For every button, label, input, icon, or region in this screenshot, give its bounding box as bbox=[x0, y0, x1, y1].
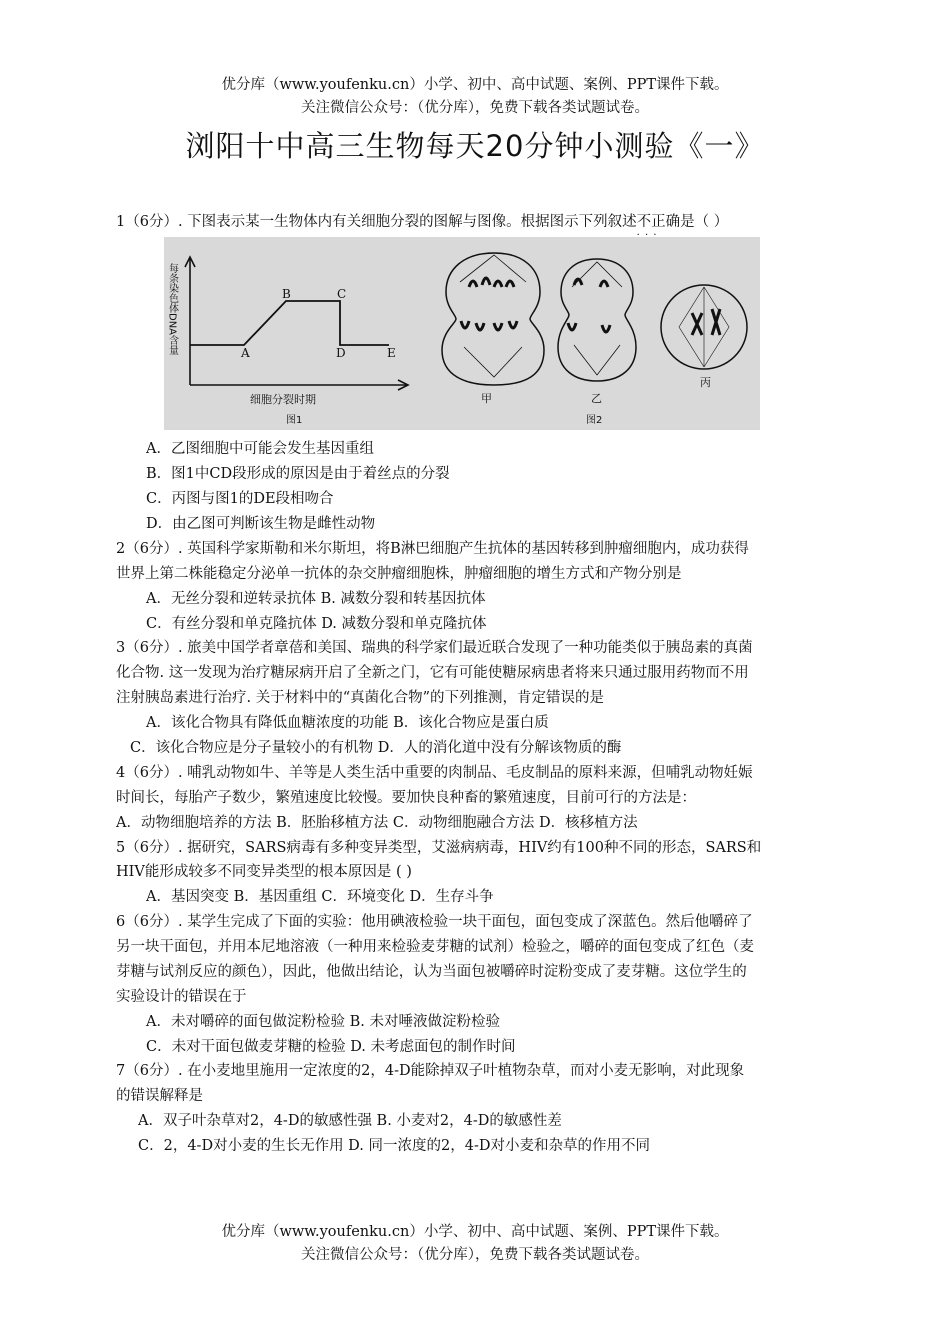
q1-option-b: B．图1中CD段形成的原因是由于着丝点的分裂 bbox=[146, 466, 450, 482]
q1-stem-emphasis: 不正确 · · · bbox=[637, 214, 681, 230]
q6-stem-line4: 实验设计的错误在于 bbox=[116, 989, 247, 1005]
q1-option-d: D．由乙图可判断该生物是雌性动物 bbox=[146, 516, 376, 532]
q7-stem-line2: 的错误解释是 bbox=[116, 1088, 203, 1104]
q5-stem-line2: HIV能形成较多不同变异类型的根本原因是 ( ) bbox=[116, 864, 412, 880]
q7-options-ab: A．双子叶杂草对2，4-D的敏感性强 B. 小麦对2，4-D的敏感性差 bbox=[138, 1113, 562, 1129]
q6-options-cd: C．未对干面包做麦芽糖的检验 D. 未考虑面包的制作时间 bbox=[146, 1039, 516, 1055]
fig1-caption: 图1 bbox=[286, 415, 303, 426]
q4-stem-line1: 4（6分）. 哺乳动物如牛、羊等是人类生活中重要的肉制品、毛皮制品的原料来源，但哺乳动物妊娠 bbox=[116, 765, 753, 781]
point-e-label: E bbox=[387, 346, 396, 360]
site-header-line1: 优分库（www.youfenku.cn）小学、初中、高中试题、案例、PPT课件下载。 bbox=[221, 77, 729, 93]
site-footer-line1: 优分库（www.youfenku.cn）小学、初中、高中试题、案例、PPT课件下载。 bbox=[221, 1224, 729, 1240]
site-header-line2: 关注微信公众号：（优分库），免费下载各类试题试卷。 bbox=[301, 100, 649, 116]
q1-stem bbox=[116, 212, 728, 232]
page-title: 浏阳十中高三生物每天20分钟小测验《一》 bbox=[185, 129, 765, 163]
q3-stem-line2: 化合物. 这一发现为治疗糖尿病开启了全新之门，它有可能使糖尿病患者将来只通过服用药物而不用 bbox=[116, 665, 749, 681]
cell-jia-label: 甲 bbox=[481, 392, 492, 405]
q4-options: A．动物细胞培养的方法 B．胚胎移植方法 C．动物细胞融合方法 D．核移植方法 bbox=[116, 815, 638, 831]
q7-stem-line1: 7（6分）. 在小麦地里施用一定浓度的2，4-D能除掉双子叶植物杂草，而对小麦无影响，对此现象 bbox=[116, 1063, 745, 1079]
q6-stem-line3: 芽糖与试剂反应的颜色），因此，他做出结论，认为当面包被嚼碎时淀粉变成了麦芽糖。这位学生的 bbox=[116, 964, 747, 980]
cell-yi bbox=[558, 259, 636, 381]
fig1-x-axis-label: 细胞分裂时期 bbox=[250, 393, 316, 406]
q1-option-c: C．丙图与图1的DE段相吻合 bbox=[146, 491, 334, 507]
q3-stem-line3: 注射胰岛素进行治疗. 关于材料中的“真菌化合物”的下列推测，肯定错误的是 bbox=[116, 690, 605, 706]
q3-options-ab: A．该化合物具有降低血糖浓度的功能 B．该化合物应是蛋白质 bbox=[146, 715, 549, 731]
q6-stem-line2: 另一块干面包，并用本尼地溶液（一种用来检验麦芽糖的试剂）检验之，嚼碎的面包变成了红色（麦 bbox=[116, 939, 754, 955]
point-c-label: C bbox=[337, 287, 347, 301]
q6-stem-line1: 6（6分）. 某学生完成了下面的实验：他用碘液检验一块干面包，面包变成了深蓝色。然后他嚼碎了 bbox=[116, 914, 753, 930]
q4-stem-line2: 时间长，每胎产子数少，繁殖速度比较慢。要加快良种畜的繁殖速度，目前可行的方法是： bbox=[116, 790, 696, 806]
fig2-caption: 图2 bbox=[586, 415, 603, 426]
cell-bing-label: 丙 bbox=[700, 376, 711, 389]
q2-stem-line2: 世界上第二株能稳定分泌单一抗体的杂交肿瘤细胞株，肿瘤细胞的增生方式和产物分别是 bbox=[116, 566, 682, 582]
cell-yi-label: 乙 bbox=[591, 392, 602, 405]
q7-options-cd: C．2，4-D对小麦的生长无作用 D. 同一浓度的2，4-D对小麦和杂草的作用不同 bbox=[138, 1138, 650, 1154]
q5-stem-line1: 5（6分）. 据研究，SARS病毒有多种变异类型，艾滋病病毒，HIV约有100种不同的形态，SARS和 bbox=[116, 840, 762, 856]
point-a-label: A bbox=[241, 346, 250, 360]
point-b-label: B bbox=[282, 287, 291, 301]
q2-options-ab: A．无丝分裂和逆转录抗体 B. 减数分裂和转基因抗体 bbox=[146, 591, 486, 607]
cell-bing bbox=[661, 285, 747, 369]
point-d-label: D bbox=[336, 346, 346, 360]
q2-stem-line1: 2（6分）. 英国科学家斯勒和米尔斯坦，将B淋巴细胞产生抗体的基因转移到肿瘤细胞内，成功获得 bbox=[116, 541, 749, 557]
q1-stem-tail: 是（ ） bbox=[680, 214, 729, 230]
q5-options: A．基因突变 B．基因重组 C．环境变化 D．生存斗争 bbox=[146, 889, 494, 905]
q2-options-cd: C．有丝分裂和单克隆抗体 D. 减数分裂和单克隆抗体 bbox=[146, 616, 487, 632]
q1-figure bbox=[164, 237, 760, 430]
q1-option-a: A．乙图细胞中可能会发生基因重组 bbox=[146, 441, 374, 457]
cell-jia bbox=[442, 253, 544, 385]
q3-stem-line1: 3（6分）. 旅美中国学者章蓓和美国、瑞典的科学家们最近联合发现了一种功能类似于胰岛素的真菌 bbox=[116, 640, 753, 656]
fig1-y-axis-label: 每条染色体DNA含量 bbox=[166, 263, 178, 356]
fig1-graph bbox=[185, 257, 408, 390]
site-footer-line2: 关注微信公众号：（优分库），免费下载各类试题试卷。 bbox=[301, 1247, 649, 1263]
q1-stem-text: 1（6分）. 下图表示某一生物体内有关细胞分裂的图解与图像。根据图示下列叙述 bbox=[116, 214, 637, 230]
q6-options-ab: A．未对嚼碎的面包做淀粉检验 B. 未对唾液做淀粉检验 bbox=[146, 1014, 500, 1030]
q3-options-cd: C．该化合物应是分子量较小的有机物 D．人的消化道中没有分解该物质的酶 bbox=[130, 740, 622, 756]
